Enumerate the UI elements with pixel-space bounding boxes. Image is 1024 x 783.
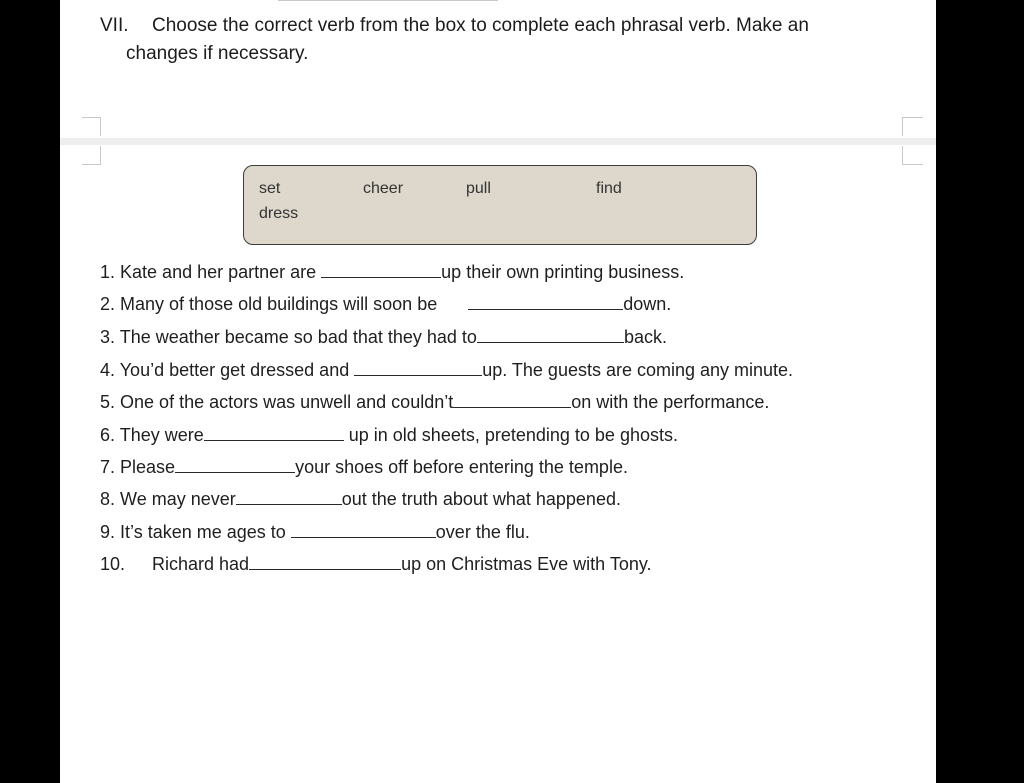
page-corner-mark <box>82 146 101 165</box>
answer-blank[interactable] <box>453 388 571 408</box>
item-number: 3. <box>100 327 116 347</box>
answer-blank[interactable] <box>468 290 623 310</box>
exercise-item <box>100 323 667 351</box>
instruction-line-1: Choose the correct verb from the box to complete each phrasal verb. Make an <box>152 15 809 36</box>
exercise-item <box>100 453 628 481</box>
item-number: 4. <box>100 360 116 380</box>
page-corner-mark <box>902 117 923 136</box>
answer-blank[interactable] <box>204 421 344 441</box>
item-text-after: back. <box>623 327 667 347</box>
exercise-item <box>100 485 621 513</box>
item-text-before: We may never <box>120 489 236 509</box>
item-text-after: up their own printing business. <box>441 262 685 282</box>
exercise-item <box>100 550 652 578</box>
exercise-item <box>100 388 769 416</box>
item-number: 9. <box>100 522 116 542</box>
answer-blank[interactable] <box>175 453 295 473</box>
item-text-before: The weather became so bad that they had to <box>119 327 477 347</box>
word-box-item: find <box>596 180 622 197</box>
item-text-before: One of the actors was unwell and couldn’t <box>120 392 454 412</box>
item-number: 5. <box>100 392 116 412</box>
top-rule <box>278 0 498 1</box>
exercise-item <box>100 290 671 318</box>
item-text-before: It’s taken me ages to <box>120 522 291 542</box>
item-text-after: up on Christmas Eve with Tony. <box>401 554 652 574</box>
exercise-item <box>100 421 678 449</box>
item-number: 1. <box>100 262 116 282</box>
page-corner-mark <box>82 117 101 136</box>
item-text-before: They were <box>119 425 204 445</box>
answer-blank[interactable] <box>249 550 401 570</box>
answer-blank[interactable] <box>291 518 436 538</box>
page-break-divider <box>60 138 936 145</box>
item-text-after: on with the performance. <box>571 392 770 412</box>
item-text-before: Kate and her partner are <box>120 262 322 282</box>
word-box-item: cheer <box>363 180 404 197</box>
item-text-after: up in old sheets, pretending to be ghosts. <box>343 425 678 445</box>
exercise-heading <box>100 12 930 68</box>
document-page <box>60 0 936 783</box>
item-number: 8. <box>100 489 116 509</box>
item-number: 10. <box>100 554 126 574</box>
item-number: 6. <box>100 425 116 445</box>
answer-blank[interactable] <box>354 356 482 376</box>
item-text-after: out the truth about what happened. <box>341 489 621 509</box>
word-box <box>243 165 757 245</box>
answer-blank[interactable] <box>236 485 342 505</box>
item-number: 2. <box>100 294 116 314</box>
answer-blank[interactable] <box>321 258 441 278</box>
item-text-after: over the flu. <box>435 522 530 542</box>
item-text-before: Many of those old buildings will soon be <box>120 294 443 314</box>
page-corner-mark <box>902 146 923 165</box>
answer-blank[interactable] <box>477 323 624 343</box>
item-number: 7. <box>100 457 116 477</box>
item-text-before: Please <box>120 457 176 477</box>
word-box-item: set <box>259 180 281 197</box>
item-text-before: You’d better get dressed and <box>119 360 355 380</box>
instruction-line-2: changes if necessary. <box>126 43 309 64</box>
item-text-after: your shoes off before entering the temple. <box>295 457 628 477</box>
exercise-number: VII. <box>100 15 129 36</box>
item-text-after: down. <box>623 294 672 314</box>
exercise-item <box>100 356 793 384</box>
word-box-item: dress <box>259 205 299 222</box>
item-text-before: Richard had <box>152 554 250 574</box>
item-text-after: up. The guests are coming any minute. <box>482 360 794 380</box>
word-box-item: pull <box>466 180 491 197</box>
exercise-item <box>100 258 684 286</box>
exercise-item <box>100 518 530 546</box>
